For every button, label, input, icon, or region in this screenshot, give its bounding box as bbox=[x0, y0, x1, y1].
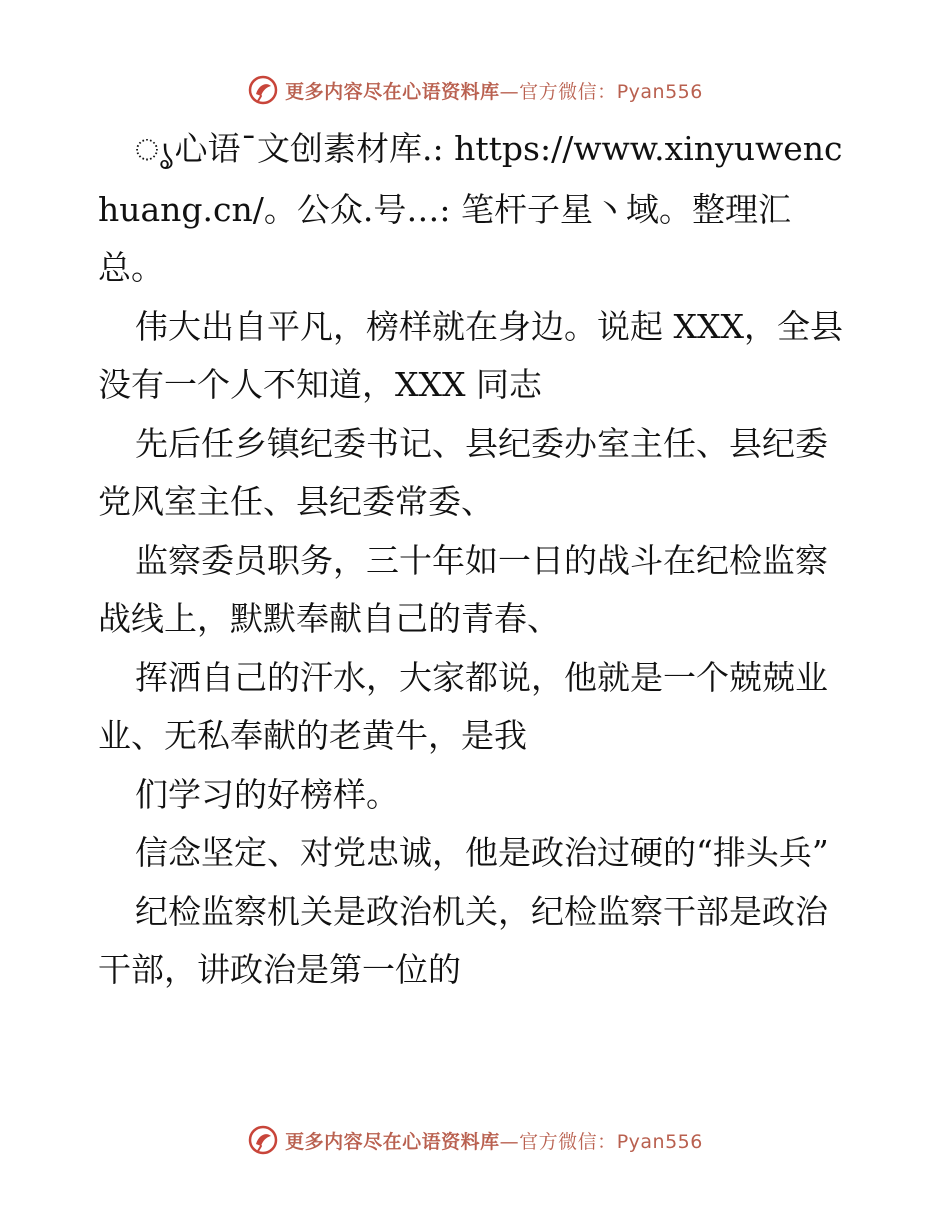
paragraph: 挥洒自己的汗水，大家都说，他就是一个兢兢业业、无私奉献的老黄牛，是我 bbox=[98, 657, 828, 755]
section-heading: 信念坚定、对党忠诚，他是政治过硬的“排头兵” bbox=[135, 833, 829, 872]
header-banner bbox=[0, 70, 950, 110]
xinyu-logo-icon bbox=[247, 1124, 279, 1156]
footer-banner-text bbox=[285, 1127, 703, 1154]
paragraph: 监察委员职务，三十年如一日的战斗在纪检监察战线上，默默奉献自己的青春、 bbox=[98, 540, 828, 638]
header-banner-text bbox=[285, 77, 703, 104]
paragraph: 先后任乡镇纪委书记、县纪委办室主任、县纪委党风室主任、县纪委常委、 bbox=[98, 423, 828, 521]
paragraph-source-note bbox=[98, 120, 850, 298]
banner-wechat-id: Pyan556 bbox=[616, 80, 703, 103]
banner-wechat-id: Pyan556 bbox=[616, 1130, 703, 1153]
paragraph: 纪检监察机关是政治机关，纪检监察干部是政治干部，讲政治是第一位的 bbox=[98, 891, 828, 989]
banner-main-text: 更多内容尽在心语资料库 bbox=[285, 1130, 500, 1153]
paragraph: 伟大出自平凡，榜样就在身边。说起 XXX，全县没有一个人不知道，XXX 同志 bbox=[98, 306, 843, 404]
paragraph-text: 心语¯文创素材库.: https://www.xinyuwenchuang.cn/。公众.号…: 笔杆子星丶域。整理汇总。 bbox=[98, 129, 843, 287]
banner-wechat-label: 官方微信： bbox=[519, 80, 617, 103]
document-body bbox=[98, 120, 850, 1000]
curl-ornament-icon: ൃ bbox=[135, 133, 173, 168]
paragraph: 们学习的好榜样。 bbox=[135, 774, 399, 814]
banner-wechat-label: 官方微信： bbox=[519, 1130, 617, 1153]
xinyu-logo-icon bbox=[247, 74, 279, 106]
banner-main-text: 更多内容尽在心语资料库 bbox=[285, 80, 500, 103]
banner-separator: — bbox=[499, 1130, 520, 1153]
footer-banner bbox=[0, 1120, 950, 1160]
banner-separator: — bbox=[499, 80, 520, 103]
